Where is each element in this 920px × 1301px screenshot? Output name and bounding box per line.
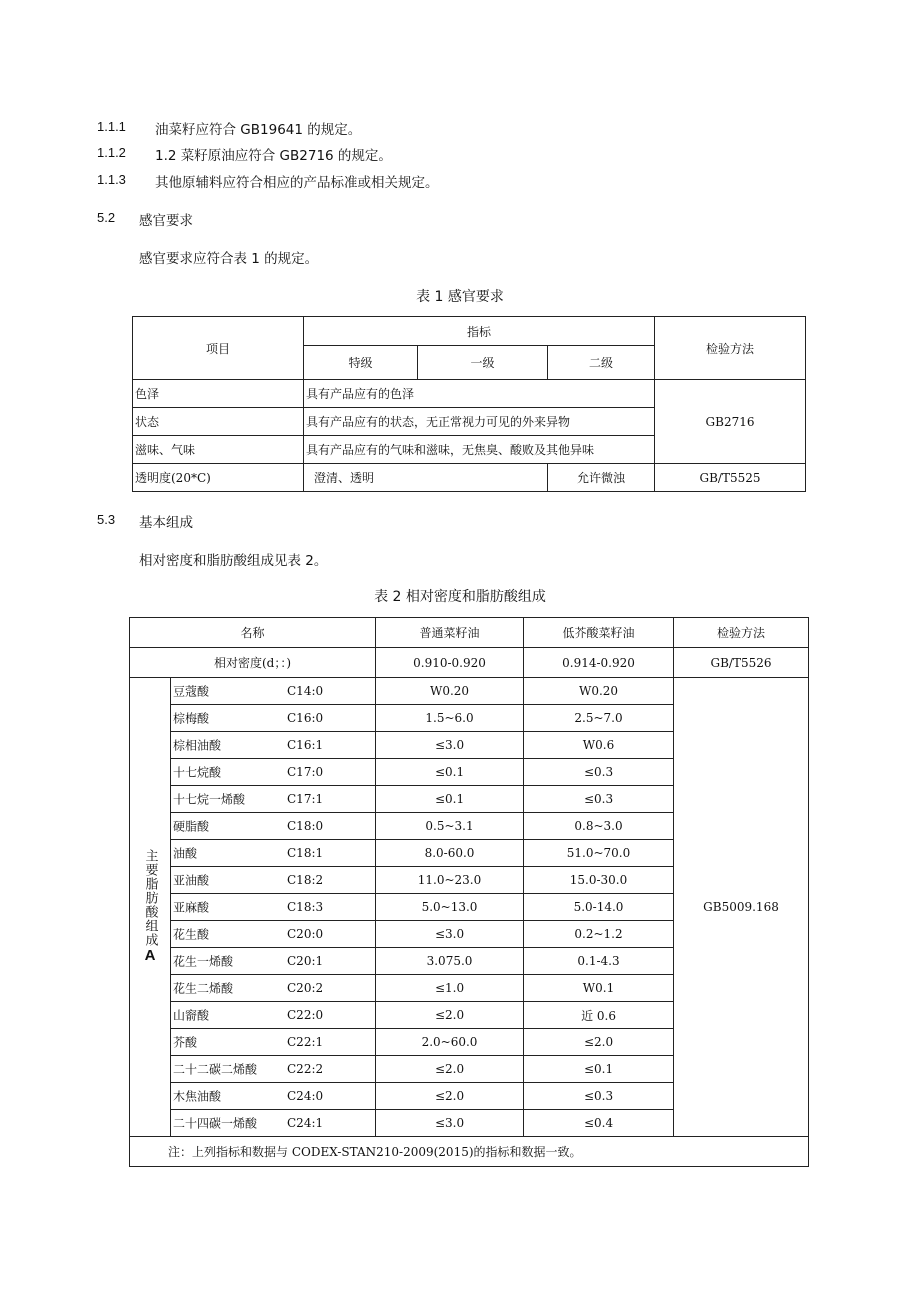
- fatty-acid-name: 花生二烯酸: [173, 981, 234, 996]
- method-sensory: GB2716: [655, 380, 806, 464]
- header-method: 检验方法: [674, 618, 809, 648]
- fatty-acid-name-cell: [171, 921, 376, 948]
- fatty-acid-code: C22:2: [287, 1062, 324, 1076]
- low-erucic-oil-value: ≤0.1: [524, 1056, 674, 1083]
- low-erucic-oil-value: 0.1-4.3: [524, 948, 674, 975]
- row-value: 具有产品应有的状态，无正常视力可见的外来异物: [304, 408, 655, 436]
- fatty-acid-code: C18:2: [287, 873, 324, 887]
- table-caption: 表 1 感官要求: [416, 289, 504, 305]
- fatty-acid-name-cell: [171, 948, 376, 975]
- fatty-acid-code: C16:1: [287, 738, 324, 752]
- fatty-acid-name: 豆蔻酸: [173, 684, 210, 699]
- regular-oil-value: W0.20: [376, 678, 524, 705]
- regular-oil-value: 8.0-60.0: [376, 840, 524, 867]
- fatty-acid-name-cell: [171, 813, 376, 840]
- fatty-acid-name: 木焦油酸: [173, 1089, 222, 1104]
- fatty-acid-name: 棕相油酸: [173, 738, 222, 753]
- low-erucic-oil-value: ≤0.3: [524, 759, 674, 786]
- regular-oil-value: ≤2.0: [376, 1002, 524, 1029]
- fatty-acid-group-label: [130, 678, 171, 1137]
- fatty-acid-code: C22:0: [287, 1008, 324, 1022]
- header-grade-one: 一级: [418, 346, 548, 380]
- fatty-acid-name-cell: [171, 1029, 376, 1056]
- regular-oil-value: ≤3.0: [376, 921, 524, 948]
- fatty-acid-name-cell: [171, 759, 376, 786]
- fatty-acid-name-cell: [171, 867, 376, 894]
- fatty-acid-name: 油酸: [173, 846, 198, 861]
- clause-text: 其他原辅料应符合相应的产品标准或相关规定。: [155, 175, 439, 191]
- fatty-acid-name-cell: [171, 975, 376, 1002]
- table-caption: 表 2 相对密度和脂肪酸组成: [374, 589, 546, 605]
- fatty-acid-code: C16:0: [287, 711, 324, 725]
- regular-oil-value: ≤0.1: [376, 759, 524, 786]
- table-note: 注：上列指标和数据与 CODEX-STAN210-2009(2015)的指标和数据一致。: [130, 1137, 809, 1167]
- fatty-acid-name: 硬脂酸: [173, 819, 210, 834]
- clause-number: 1.1.1: [97, 119, 126, 134]
- low-erucic-oil-value: W0.20: [524, 678, 674, 705]
- low-erucic-oil-value: 近 0.6: [524, 1002, 674, 1029]
- group-label-mark: A: [141, 947, 159, 965]
- fatty-acid-name: 二十二碳二烯酸: [173, 1062, 258, 1077]
- fatty-acid-code: C17:0: [287, 765, 324, 779]
- fatty-acid-name-cell: [171, 1056, 376, 1083]
- regular-oil-value: ≤3.0: [376, 1110, 524, 1137]
- fatty-acid-name-cell: [171, 840, 376, 867]
- fatty-acid-code: C20:1: [287, 954, 324, 968]
- regular-oil-value: ≤1.0: [376, 975, 524, 1002]
- regular-oil-value: 0.5~3.1: [376, 813, 524, 840]
- density-low-erucic: 0.914-0.920: [524, 648, 674, 678]
- fatty-acid-code: C18:0: [287, 819, 324, 833]
- fatty-acid-name: 十七烷一烯酸: [173, 792, 246, 807]
- header-item: 项目: [133, 317, 304, 380]
- fatty-acid-name-cell: [171, 786, 376, 813]
- regular-oil-value: 3.075.0: [376, 948, 524, 975]
- regular-oil-value: ≤2.0: [376, 1083, 524, 1110]
- section-number: 5.3: [97, 512, 116, 527]
- density-method: GB/T5526: [674, 648, 809, 678]
- fatty-acid-name: 花生一烯酸: [173, 954, 234, 969]
- section-body: 相对密度和脂肪酸组成见表 2。: [139, 553, 328, 569]
- regular-oil-value: 2.0~60.0: [376, 1029, 524, 1056]
- clause-number: 1.1.3: [97, 172, 126, 187]
- regular-oil-value: ≤3.0: [376, 732, 524, 759]
- fatty-acid-code: C18:3: [287, 900, 324, 914]
- transparency-value-a: 澄清、透明: [304, 464, 548, 492]
- regular-oil-value: 11.0~23.0: [376, 867, 524, 894]
- fatty-acid-code: C22:1: [287, 1035, 324, 1049]
- transparency-value-b: 允许微浊: [548, 464, 655, 492]
- clause-text: 1.2 菜籽原油应符合 GB2716 的规定。: [155, 148, 392, 164]
- low-erucic-oil-value: ≤0.4: [524, 1110, 674, 1137]
- low-erucic-oil-value: ≤2.0: [524, 1029, 674, 1056]
- regular-oil-value: ≤2.0: [376, 1056, 524, 1083]
- low-erucic-oil-value: W0.6: [524, 732, 674, 759]
- header-regular-oil: 普通菜籽油: [376, 618, 524, 648]
- section-body: 感官要求应符合表 1 的规定。: [139, 251, 319, 267]
- header-method: 检验方法: [655, 317, 806, 380]
- regular-oil-value: 1.5~6.0: [376, 705, 524, 732]
- row-item: 色泽: [133, 380, 304, 408]
- fatty-acid-code: C18:1: [287, 846, 324, 860]
- section-title: 基本组成: [139, 515, 193, 531]
- density-label: 相对密度(d；：): [130, 648, 376, 678]
- row-value: 具有产品应有的气味和滋味，无焦臭、酸败及其他异味: [304, 436, 655, 464]
- sensory-table: [132, 316, 806, 492]
- row-item: 透明度(20*C): [133, 464, 304, 492]
- fatty-acid-name: 亚油酸: [173, 873, 210, 888]
- fatty-acid-code: C20:0: [287, 927, 324, 941]
- section-number: 5.2: [97, 210, 116, 225]
- fatty-acid-name-cell: [171, 678, 376, 705]
- fatty-acid-code: C20:2: [287, 981, 324, 995]
- low-erucic-oil-value: ≤0.3: [524, 1083, 674, 1110]
- fatty-acid-name: 亚麻酸: [173, 900, 210, 915]
- low-erucic-oil-value: ≤0.3: [524, 786, 674, 813]
- fatty-acid-name-cell: [171, 705, 376, 732]
- row-value: 具有产品应有的色泽: [304, 380, 655, 408]
- fatty-acid-name: 山窬酸: [173, 1008, 210, 1023]
- low-erucic-oil-value: 15.0-30.0: [524, 867, 674, 894]
- fatty-acid-name-cell: [171, 894, 376, 921]
- low-erucic-oil-value: 51.0~70.0: [524, 840, 674, 867]
- fatty-acid-code: C17:1: [287, 792, 324, 806]
- fatty-acid-name-cell: [171, 1002, 376, 1029]
- fatty-acid-code: C14:0: [287, 684, 324, 698]
- fatty-acid-name-cell: [171, 732, 376, 759]
- fatty-acid-name: 芥酸: [173, 1035, 198, 1050]
- group-label-text: 主要脂肪酸组成: [142, 849, 158, 947]
- transparency-method: GB/T5525: [655, 464, 806, 492]
- fatty-acid-code: C24:0: [287, 1089, 324, 1103]
- regular-oil-value: 5.0~13.0: [376, 894, 524, 921]
- header-indicator: 指标: [304, 317, 655, 346]
- section-title: 感官要求: [139, 213, 193, 229]
- low-erucic-oil-value: 2.5~7.0: [524, 705, 674, 732]
- fatty-acid-table: [129, 617, 809, 1167]
- header-name: 名称: [130, 618, 376, 648]
- fatty-acid-name-cell: [171, 1110, 376, 1137]
- low-erucic-oil-value: W0.1: [524, 975, 674, 1002]
- regular-oil-value: ≤0.1: [376, 786, 524, 813]
- clause-text: 油菜籽应符合 GB19641 的规定。: [155, 122, 362, 138]
- low-erucic-oil-value: 0.8~3.0: [524, 813, 674, 840]
- low-erucic-oil-value: 5.0-14.0: [524, 894, 674, 921]
- row-item: 状态: [133, 408, 304, 436]
- fatty-acid-code: C24:1: [287, 1116, 324, 1130]
- fatty-acid-name: 二十四碳一烯酸: [173, 1116, 258, 1131]
- fatty-acid-name-cell: [171, 1083, 376, 1110]
- row-item: 滋味、气味: [133, 436, 304, 464]
- fatty-acid-name: 花生酸: [173, 927, 210, 942]
- fatty-acid-method: GB5009.168: [674, 678, 809, 1137]
- low-erucic-oil-value: 0.2~1.2: [524, 921, 674, 948]
- header-low-erucic-oil: 低芥酸菜籽油: [524, 618, 674, 648]
- clause-number: 1.1.2: [97, 145, 126, 160]
- header-grade-two: 二级: [548, 346, 655, 380]
- density-regular: 0.910-0.920: [376, 648, 524, 678]
- fatty-acid-name: 棕梅酸: [173, 711, 210, 726]
- fatty-acid-name: 十七烷酸: [173, 765, 222, 780]
- header-grade-special: 特级: [304, 346, 418, 380]
